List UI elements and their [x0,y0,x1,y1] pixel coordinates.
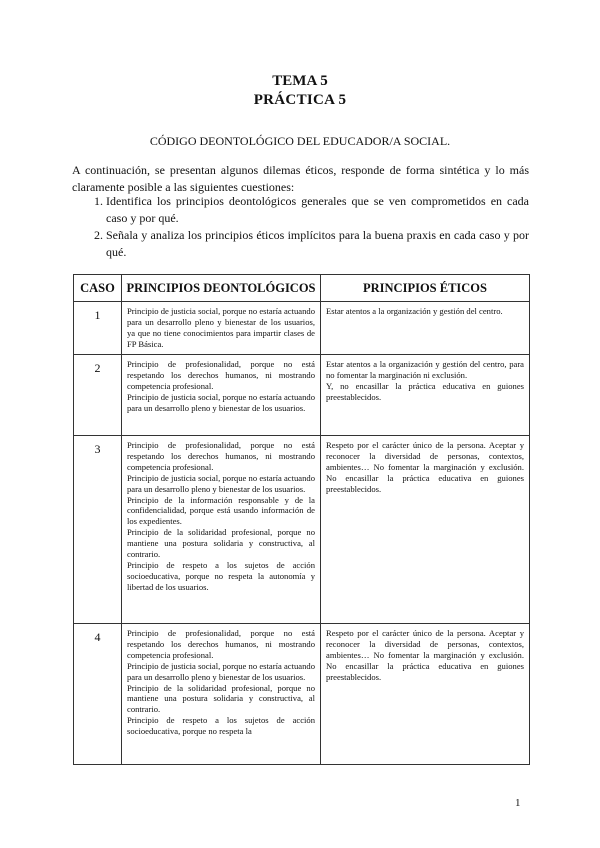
header-caso: CASO [74,275,122,302]
case-number: 2 [74,355,122,436]
case-number: 3 [74,436,122,624]
ethical-cell [321,436,530,624]
table-row [74,355,530,436]
page-number: 1 [515,797,521,809]
principle-text: Principio de la solidaridad profesional, porque no mantiene una postura solidaria y constructiva, al contrario. [127,682,315,715]
practice-title: PRÁCTICA 5 [253,92,347,108]
header-eticos: PRINCIPIOS ÉTICOS [321,275,530,302]
table-row [74,302,530,355]
question-item: 2. Señala y analiza los principios éticos implícitos para la buena praxis en cada caso y por qué. [106,227,529,260]
principle-text: Principio de profesionalidad, porque no está respetando los derechos humanos, ni mostrando competencia profesional. [127,359,315,391]
topic-title: TEMA 5 [272,73,328,89]
intro-paragraph: A continuación, se presentan algunos dilemas éticos, responde de forma sintética y lo más claramente posible a las siguientes cuestiones: [72,163,529,194]
ethical-cell [321,302,530,355]
principle-text: Principio de respeto a los sujetos de acción socioeducativa, porque no respeta la autonomía y libertad de los usuarios. [127,559,315,592]
principle-text: Principio de justicia social, porque no estaría actuando para un desarrollo pleno y bienestar de los usuarios. [127,391,315,413]
deontological-cell [122,302,321,355]
principle-text: Principio de profesionalidad, porque no está respetando los derechos humanos, ni mostrando competencia profesional. [127,628,315,660]
deontological-cell [122,355,321,436]
principle-text: Y, no encasillar la práctica educativa en guiones preestablecidos. [326,380,524,402]
principle-text: Principio de la solidaridad profesional, porque no mantiene una postura solidaria y constructiva, al contrario. [127,527,315,560]
table-header-row [74,275,530,302]
deontological-cell [122,436,321,624]
principle-text: Principio de la información responsable y de la confidencialidad, porque está usando información de los expedientes. [127,494,315,527]
principle-text: Principio de justicia social, porque no estaría actuando para un desarrollo pleno y bienestar de los usuarios. [127,660,315,682]
document-subtitle: CÓDIGO DEONTOLÓGICO DEL EDUCADOR/A SOCIAL. [149,134,451,148]
principle-text: Principio de justicia social, porque no estaría actuando para un desarrollo pleno y bienestar de los usuarios, ya que no tiene conocimientos para impartir clases de FP Básica. [127,306,315,349]
table-row [74,624,530,765]
deontological-cell [122,624,321,765]
questions-list [72,193,529,261]
case-number: 1 [74,302,122,355]
table-row [74,436,530,624]
ethical-cell [321,624,530,765]
principle-text: Respeto por el carácter único de la persona. Aceptar y reconocer la diversidad de personas, contextos, ambientes… No fomentar la marginación y exclusión. No encasillar la práctica educativa en guiones preestablecidos. [326,440,524,494]
principle-text: Estar atentos a la organización y gestión del centro, para no fomentar la marginación ni exclusión. [326,359,524,380]
ethical-cell [321,355,530,436]
cases-table [73,274,530,765]
principle-text: Principio de justicia social, porque no estaría actuando para un desarrollo pleno y bienestar de los usuarios. [127,472,315,494]
question-item: 1. Identifica los principios deontológicos generales que se ven comprometidos en cada caso y por qué. [106,193,529,226]
principle-text: Respeto por el carácter único de la persona. Aceptar y reconocer la diversidad de personas, contextos, ambientes… No fomentar la marginación y exclusión. No encasillar la práctica educativa en guiones preestablecidos. [326,628,524,682]
case-number: 4 [74,624,122,765]
principle-text: Principio de profesionalidad, porque no está respetando los derechos humanos, ni mostrando competencia profesional. [127,440,315,472]
principle-text: Principio de respeto a los sujetos de acción socioeducativa, porque no respeta la [127,715,315,737]
principle-text: Estar atentos a la organización y gestión del centro. [326,306,503,316]
header-deontologicos: PRINCIPIOS DEONTOLÓGICOS [122,275,321,302]
